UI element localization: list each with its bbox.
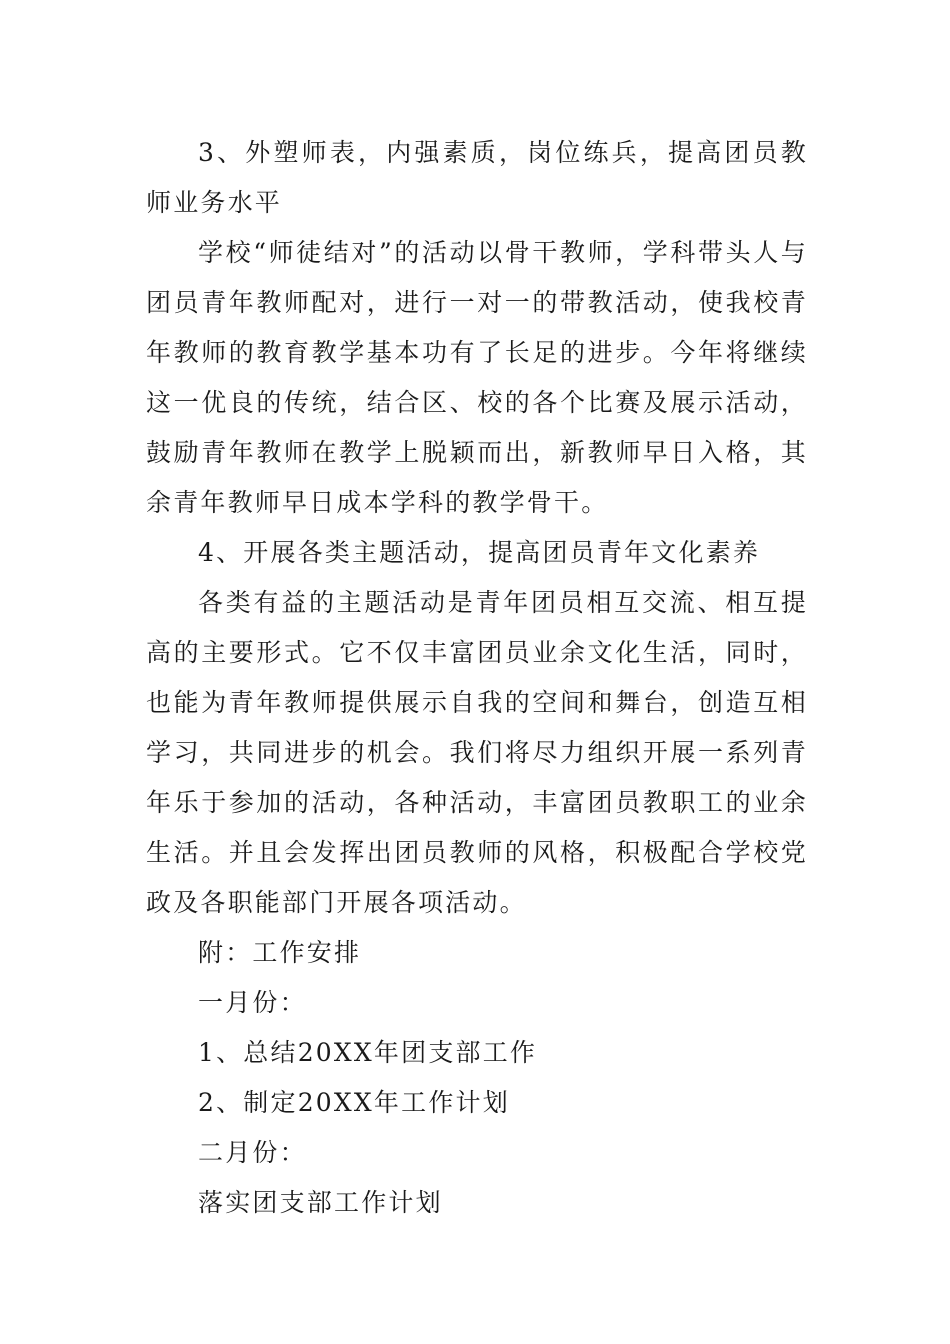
- february-item-1: 落实团支部工作计划: [198, 1188, 443, 1217]
- body-paragraph-activities: 各类有益的主题活动是青年团员相互交流、相互提高的主要形式。它不仅丰富团员业余文化生活，同时，也能为青年教师提供展示自我的空间和舞台，创造互相学习，共同进步的机会。我们将尽力组织开展一系列青年乐于参加的活动，各种活动，丰富团员教职工的业余生活。并且会发挥出团员教师的风格，积极配合学校党政及各职能部门开展各项活动。: [146, 588, 808, 917]
- section-heading-4: 4、开展各类主题活动，提高团员青年文化素养: [198, 538, 761, 567]
- month-label-february: 二月份：: [198, 1138, 307, 1167]
- appendix-heading: 附：工作安排: [198, 938, 362, 967]
- document-body: [146, 128, 808, 1228]
- january-item-2: 2、制定20XX年工作计划: [198, 1088, 510, 1117]
- section-heading-3: 3、外塑师表，内强素质，岗位练兵，提高团员教师业务水平: [146, 138, 808, 217]
- body-paragraph-mentoring: 学校“师徒结对”的活动以骨干教师，学科带头人与团员青年教师配对，进行一对一的带教活动，使我校青年教师的教育教学基本功有了长足的进步。今年将继续这一优良的传统，结合区、校的各个比赛及展示活动，鼓励青年教师在教学上脱颖而出，新教师早日入格，其余青年教师早日成本学科的教学骨干。: [146, 238, 808, 517]
- january-item-1: 1、总结20XX年团支部工作: [198, 1038, 538, 1067]
- month-label-january: 一月份：: [198, 988, 307, 1017]
